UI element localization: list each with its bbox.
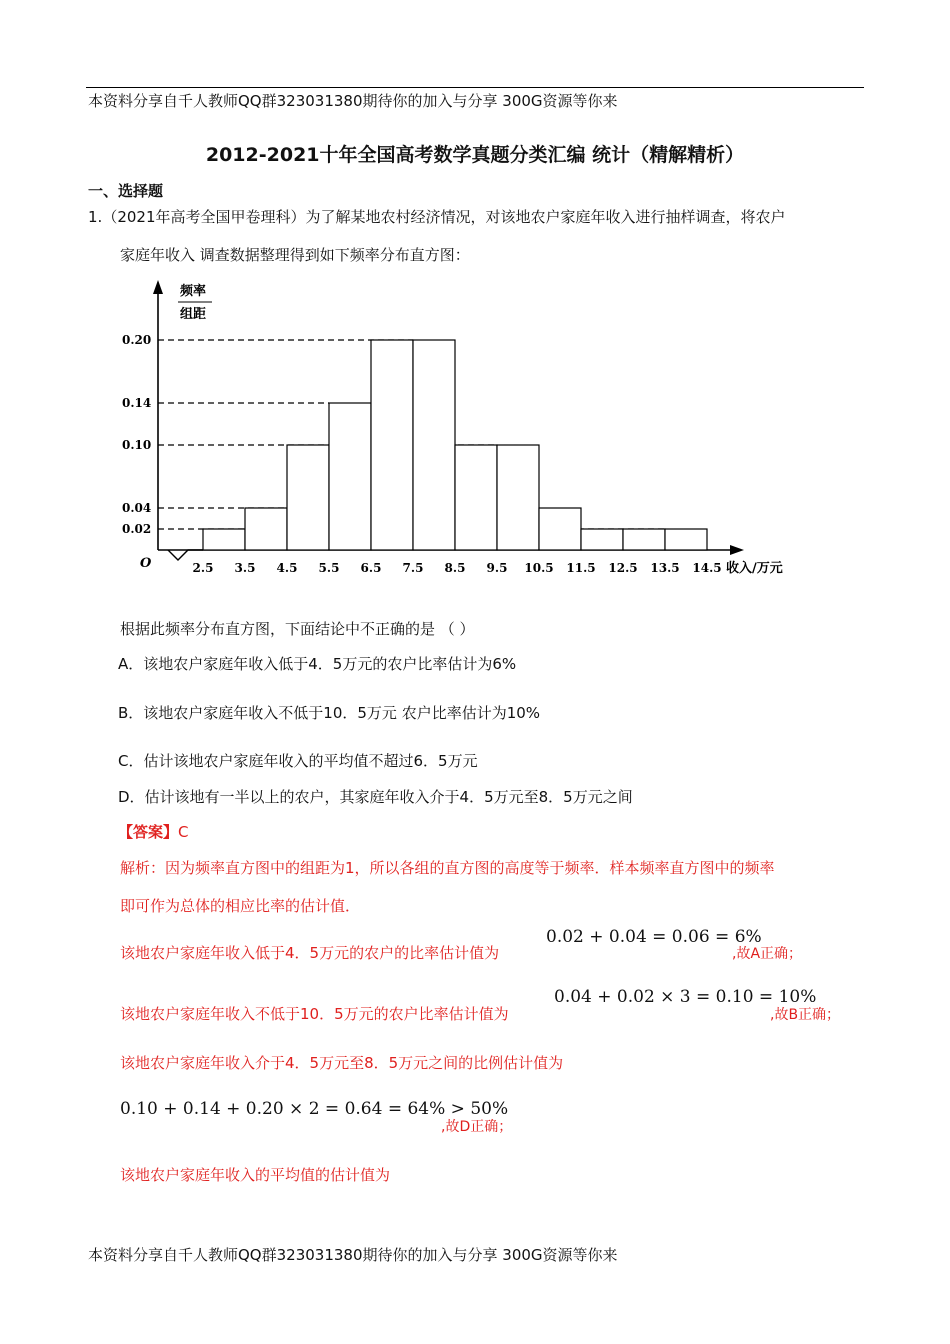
answer-label: 【答案】 bbox=[118, 823, 179, 841]
analysis-b-text: 该地农户家庭年收入不低于10．5万元的农户比率估计值为 bbox=[120, 1005, 509, 1023]
origin-label: O bbox=[140, 556, 152, 571]
y-tick-label: 0.20 bbox=[122, 333, 152, 347]
analysis-a-text: 该地农户家庭年收入低于4．5万元的农户的比率估计值为 bbox=[120, 944, 500, 962]
histogram-bar bbox=[371, 340, 413, 550]
analysis-line-1: 解析：因为频率直方图中的组距为1，所以各组的直方图的高度等于频率．样本频率直方图中的频率 bbox=[120, 859, 775, 877]
histogram-bar bbox=[539, 508, 581, 550]
y-label-bottom: 组距 bbox=[180, 307, 207, 322]
histogram-bar bbox=[413, 340, 455, 550]
x-tick-label: 14.5 bbox=[692, 561, 722, 575]
x-tick-label: 10.5 bbox=[524, 561, 554, 575]
x-tick-label: 5.5 bbox=[318, 561, 340, 575]
analysis-d-formula: 0.10 + 0.14 + 0.20 × 2 = 0.64 = 64% > 50% bbox=[120, 1099, 509, 1119]
option-c: C．估计该地农户家庭年收入的平均值不超过6．5万元 bbox=[118, 752, 478, 770]
x-tick-label: 9.5 bbox=[486, 561, 508, 575]
question-stem: （2021年高考全国甲卷理科）为了解某地农村经济情况，对该地农户家庭年收入进行抽样调查，将农户 bbox=[102, 208, 786, 226]
y-axis-arrow bbox=[153, 280, 163, 294]
x-axis-label: 收入/万元 bbox=[726, 561, 783, 576]
header-rule bbox=[86, 87, 864, 88]
histogram-bar bbox=[245, 508, 287, 550]
histogram-bar bbox=[287, 445, 329, 550]
analysis-a-formula: 0.02 + 0.04 = 0.06 = 6% bbox=[546, 927, 762, 947]
histogram-bar bbox=[623, 529, 665, 550]
histogram-bar bbox=[581, 529, 623, 550]
option-d: D．估计该地有一半以上的农户，其家庭年收入介于4．5万元至8．5万元之间 bbox=[118, 788, 633, 806]
y-label-top: 频率 bbox=[180, 284, 207, 299]
x-tick-label: 8.5 bbox=[444, 561, 466, 575]
question-prompt: 根据此频率分布直方图，下面结论中不正确的是 （ ） bbox=[120, 620, 475, 638]
x-axis-arrow bbox=[730, 545, 744, 555]
x-tick-label: 12.5 bbox=[608, 561, 638, 575]
analysis-d-tail: ,故D正确； bbox=[441, 1119, 513, 1135]
analysis-line-2: 即可作为总体的相应比率的估计值． bbox=[120, 897, 361, 915]
footer-note: 本资料分享自千人教师QQ群323031380期待你的加入与分享 300G资源等你来 bbox=[88, 1246, 618, 1264]
y-tick-label: 0.02 bbox=[122, 522, 152, 536]
x-tick-label: 11.5 bbox=[566, 561, 596, 575]
x-tick-label: 3.5 bbox=[234, 561, 256, 575]
axis-break-mark bbox=[168, 550, 203, 560]
question-line-1 bbox=[88, 206, 786, 227]
page-title: 2012-2021十年全国高考数学真题分类汇编 统计（精解精析） bbox=[205, 144, 745, 166]
histogram-bar bbox=[329, 403, 371, 550]
option-b: B．该地农户家庭年收入不低于10．5万元 农户比率估计为10% bbox=[118, 704, 541, 722]
option-a: A．该地农户家庭年收入低于4．5万元的农户比率估计为6% bbox=[118, 655, 517, 673]
x-tick-label: 7.5 bbox=[402, 561, 424, 575]
histogram-chart bbox=[108, 270, 808, 590]
histogram-bar bbox=[203, 529, 245, 550]
analysis-b-tail: ,故B正确； bbox=[770, 1007, 841, 1023]
histogram-bar bbox=[455, 445, 497, 550]
x-tick-label: 4.5 bbox=[276, 561, 298, 575]
question-number: 1. bbox=[88, 208, 103, 226]
x-tick-label: 13.5 bbox=[650, 561, 680, 575]
analysis-a-tail: ,故A正确； bbox=[732, 946, 803, 962]
y-tick-label: 0.04 bbox=[122, 501, 152, 515]
answer-line bbox=[118, 821, 189, 842]
answer-value: C bbox=[178, 823, 189, 841]
analysis-d-text: 该地农户家庭年收入介于4．5万元至8．5万元之间的比例估计值为 bbox=[120, 1054, 564, 1072]
y-tick-label: 0.14 bbox=[122, 396, 152, 410]
section-heading: 一、选择题 bbox=[88, 182, 164, 200]
x-tick-label: 6.5 bbox=[360, 561, 382, 575]
analysis-mean-text: 该地农户家庭年收入的平均值的估计值为 bbox=[120, 1166, 391, 1184]
question-line-2: 家庭年收入 调查数据整理得到如下频率分布直方图： bbox=[120, 246, 470, 264]
histogram-bar bbox=[665, 529, 707, 550]
header-note: 本资料分享自千人教师QQ群323031380期待你的加入与分享 300G资源等你来 bbox=[88, 92, 618, 110]
analysis-b-formula: 0.04 + 0.02 × 3 = 0.10 = 10% bbox=[554, 987, 817, 1007]
y-tick-label: 0.10 bbox=[122, 438, 152, 452]
x-tick-label: 2.5 bbox=[192, 561, 214, 575]
histogram-bar bbox=[497, 445, 539, 550]
